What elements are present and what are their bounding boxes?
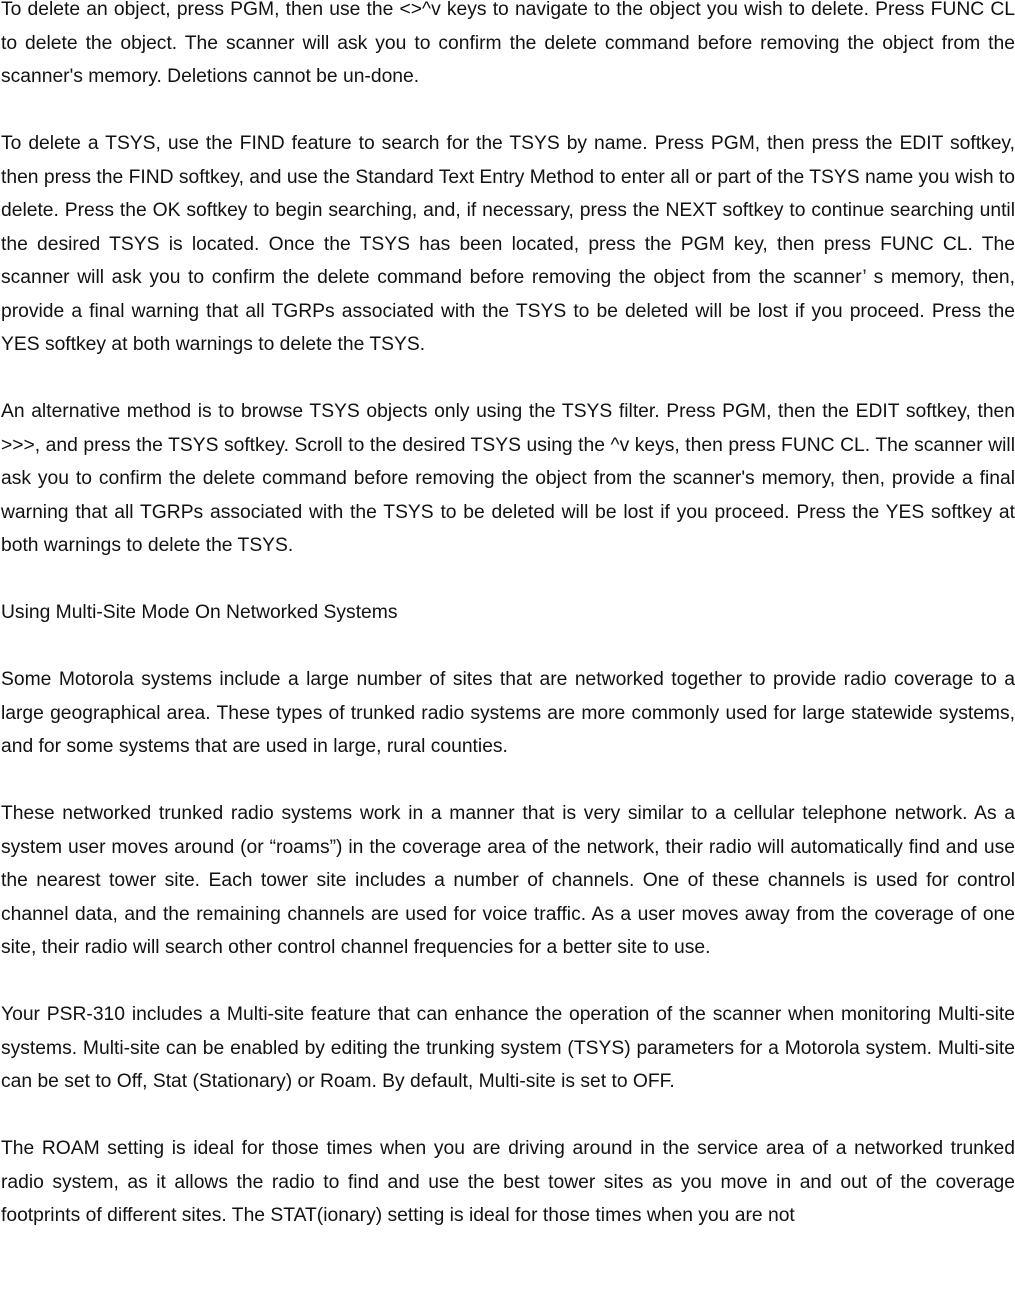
paragraph-motorola-systems: Some Motorola systems include a large number of sites that are networked together to provide radio coverage to a large geographical area. These types of trunked radio systems are more commonly used for large statewide systems, and for some systems that are used in large, rural counties. [1, 669, 1015, 757]
paragraph-roam-setting: The ROAM setting is ideal for those times when you are driving around in the service area of a networked trunked radio system, as it allows the radio to find and use the best tower sites as you move in and out of the coverage footprints of different sites. The STAT(ionary) setting is ideal for those times when you are not [1, 1138, 1015, 1226]
paragraph-delete-object: To delete an object, press PGM, then use the <>^v keys to navigate to the object you wish to delete. Press FUNC CL to delete the object. The scanner will ask you to confirm the delete command before removing the object from the scanner's memory. Deletions cannot be un-done. [1, 0, 1015, 87]
paragraph-delete-tsys: To delete a TSYS, use the FIND feature to search for the TSYS by name. Press PGM, then press the EDIT softkey, then press the FIND softkey, and use the Standard Text Entry Method to enter all or part of the TSYS name you wish to delete. Press the OK softkey to begin searching, and, if necessary, press the NEXT softkey to continue searching until the desired TSYS is located. Once the TSYS has been located, press the PGM key, then press FUNC CL. The scanner will ask you to confirm the delete command before removing the object from the scanner’ s memory, then, provide a final warning that all TGRPs associated with the TSYS to be deleted will be lost if you proceed. Press the YES softkey at both warnings to delete the TSYS. [1, 133, 1015, 355]
paragraph-multisite-feature: Your PSR-310 includes a Multi-site feature that can enhance the operation of the scanner when monitoring Multi-site systems. Multi-site can be enabled by editing the trunking system (TSYS) parameters for a Motorola system. Multi-site can be set to Off, Stat (Stationary) or Roam. By default, Multi-site is set to OFF. [1, 1004, 1015, 1092]
paragraph-alternative-method: An alternative method is to browse TSYS objects only using the TSYS filter. Press PGM, then the EDIT softkey, then >>>, and press the TSYS softkey. Scroll to the desired TSYS using the ^v keys, then press FUNC CL. The scanner will ask you to confirm the delete command before removing the object from the scanner's memory, then, provide a final warning that all TGRPs associated with the TSYS to be deleted will be lost if you proceed. Press the YES softkey at both warnings to delete the TSYS. [1, 401, 1015, 556]
paragraph-networked-systems: These networked trunked radio systems work in a manner that is very similar to a cellular telephone network. As a system user moves around (or “roams”) in the coverage area of the network, their radio will automatically find and use the nearest tower site. Each tower site includes a number of channels. One of these channels is used for control channel data, and the remaining channels are used for voice traffic. As a user moves away from the coverage of one site, their radio will search other control channel frequencies for a better site to use. [1, 803, 1015, 958]
section-heading: Using Multi-Site Mode On Networked Systems [1, 602, 398, 623]
